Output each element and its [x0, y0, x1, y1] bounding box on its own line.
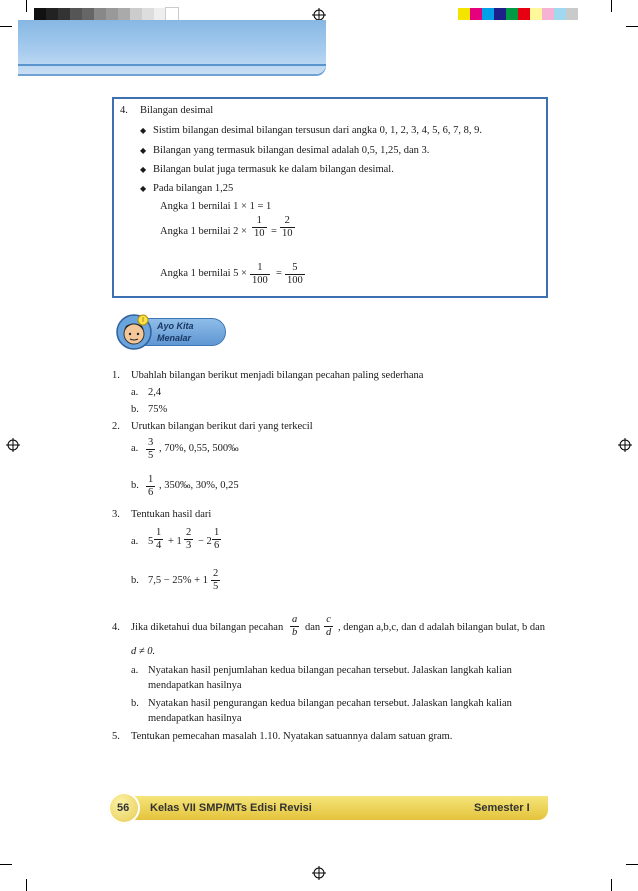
semester-label: Semester I — [474, 802, 530, 814]
fraction: $\frac{c}{d}$ — [326, 614, 332, 638]
crop-mark — [611, 879, 612, 891]
fraction: $\frac{2}{10}$ — [282, 215, 293, 239]
question-3-number: 3. — [112, 509, 120, 520]
fraction: $\frac{a}{b}$ — [292, 614, 298, 638]
color-swatches — [458, 8, 578, 20]
question-2a-label: a. — [131, 443, 139, 454]
diamond-bullet-icon: ◆ — [140, 126, 147, 135]
question-4-conjunction: dan — [305, 622, 321, 633]
registration-mark-icon — [6, 438, 20, 452]
crop-mark — [26, 879, 27, 891]
question-4b-label: b. — [131, 698, 139, 709]
page-number: 56 — [117, 802, 130, 814]
fraction: $\frac{3}{5}$ — [148, 437, 154, 461]
question-4b-text-line-2: mendapatkan hasilnya — [148, 713, 242, 724]
box-heading: Bilangan desimal — [140, 105, 214, 116]
question-5-text: Tentukan pemecahan masalah 1.10. Nyatakan satuannya dalam satuan gram. — [131, 731, 453, 742]
question-4a-text-line-2: mendapatkan hasilnya — [148, 680, 242, 691]
mixed-number-whole: 5 — [148, 536, 154, 547]
question-4-text-end: , dengan a,b,c, dan d adalah bilangan bulat, b dan — [338, 622, 546, 633]
book-title: Kelas VII SMP/MTs Edisi Revisi — [150, 802, 312, 814]
question-3-text: Tentukan hasil dari — [131, 509, 212, 520]
diamond-bullet-icon: ◆ — [140, 146, 147, 155]
question-4a-label: a. — [131, 665, 139, 676]
operator-minus: − 2 — [198, 536, 212, 547]
badge-label-line-2: Menalar — [157, 333, 192, 343]
fraction: $\frac{1}{100}$ — [252, 262, 268, 286]
question-5-number: 5. — [112, 731, 120, 742]
diamond-bullet-icon: ◆ — [140, 165, 147, 174]
question-1b-label: b. — [131, 404, 139, 415]
crop-mark — [0, 26, 12, 27]
question-1b-text: 75% — [148, 404, 168, 415]
fraction: $\frac{5}{100}$ — [287, 262, 303, 286]
grayscale-swatches — [34, 8, 178, 20]
question-4-text-start: Jika diketahui dua bilangan pecahan — [131, 622, 284, 633]
fraction: $\frac{1}{4}$ — [156, 527, 162, 551]
diamond-bullet-icon: ◆ — [140, 184, 147, 193]
question-1-number: 1. — [112, 370, 120, 381]
crop-mark — [26, 0, 27, 12]
box-line-2-text: Angka 1 bernilai 2 × — [160, 226, 247, 237]
question-1a-label: a. — [131, 387, 139, 398]
box-bullet-1: Sistim bilangan desimal bilangan tersusun dari angka 0, 1, 2, 3, 4, 5, 6, 7, 8, 9. — [153, 125, 482, 136]
box-bullet-4: Pada bilangan 1,25 — [153, 183, 234, 194]
fraction: $\frac{1}{6}$ — [214, 527, 220, 551]
fraction: $\frac{2}{3}$ — [186, 527, 192, 551]
question-3a-label: a. — [131, 536, 139, 547]
question-1-text: Ubahlah bilangan berikut menjadi bilangan pecahan paling sederhana — [131, 370, 424, 381]
fraction: $\frac{1}{6}$ — [148, 474, 154, 498]
registration-mark-icon — [312, 866, 326, 880]
thinking-student-icon — [116, 312, 152, 352]
box-bullet-3: Bilangan bulat juga termasuk ke dalam bilangan desimal. — [153, 164, 394, 175]
box-line-3-text: Angka 1 bernilai 5 × — [160, 268, 247, 279]
crop-mark — [626, 864, 638, 865]
box-line-1: Angka 1 bernilai 1 × 1 = 1 — [160, 201, 272, 212]
question-3b-label: b. — [131, 575, 139, 586]
fraction: $\frac{1}{10}$ — [254, 215, 265, 239]
operator-plus: + 1 — [168, 536, 182, 547]
box-bullet-2: Bilangan yang termasuk bilangan desimal adalah 0,5, 1,25, dan 3. — [153, 145, 430, 156]
question-2a-values: , 70%, 0,55, 500‰ — [159, 443, 239, 454]
crop-mark — [0, 864, 12, 865]
crop-mark — [626, 26, 638, 27]
equals-sign: = — [271, 226, 277, 237]
question-2-number: 2. — [112, 421, 120, 432]
registration-mark-icon — [618, 438, 632, 452]
question-2b-values: , 350‰, 30%, 0,25 — [159, 480, 239, 491]
question-4-condition: d ≠ 0. — [131, 646, 156, 657]
badge-label-line-1: Ayo Kita — [157, 321, 194, 331]
question-3b-expression: 7,5 − 25% + 1 — [148, 575, 208, 586]
box-heading-number: 4. — [120, 105, 128, 116]
fraction: $\frac{2}{5}$ — [213, 568, 219, 592]
header-band — [18, 20, 326, 74]
question-4a-text-line-1: Nyatakan hasil penjumlahan kedua bilangan pecahan tersebut. Jalaskan langkah kalian — [148, 665, 512, 676]
crop-mark — [611, 0, 612, 12]
question-2-text: Urutkan bilangan berikut dari yang terkecil — [131, 421, 313, 432]
question-4-number: 4. — [112, 622, 120, 633]
question-1a-text: 2,4 — [148, 387, 162, 398]
question-4b-text-line-1: Nyatakan hasil pengurangan kedua bilangan pecahan tersebut. Jalaskan langkah kalian — [148, 698, 512, 709]
equals-sign: = — [276, 268, 282, 279]
question-2b-label: b. — [131, 480, 139, 491]
